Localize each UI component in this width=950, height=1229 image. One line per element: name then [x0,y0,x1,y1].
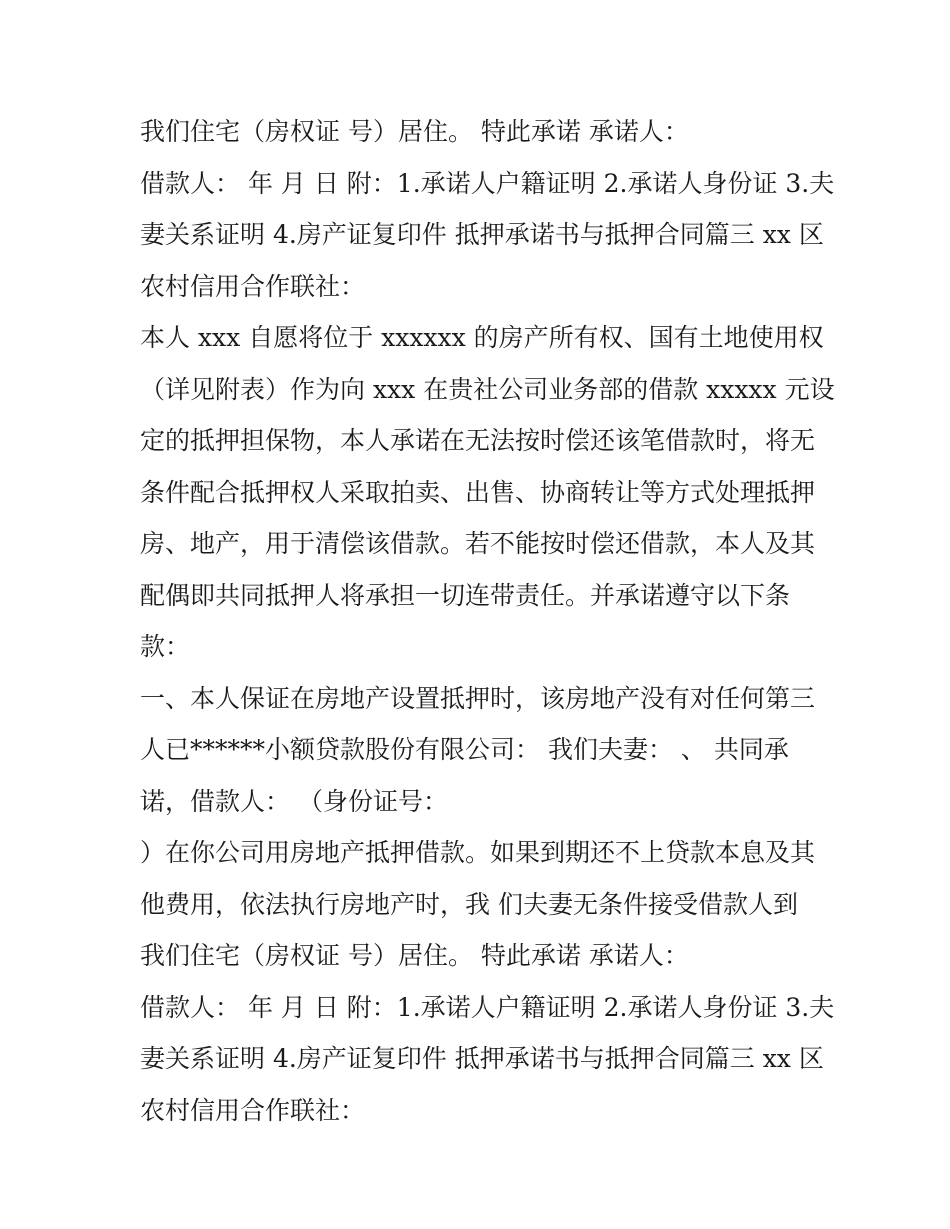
text-line: 我们住宅（房权证 号）居住。 特此承诺 承诺人： [140,117,689,146]
text-line: 款： [140,632,191,661]
text-line: 借款人： 年 月 日 附：1.承诺人户籍证明 2.承诺人身份证 3.夫 [140,992,835,1022]
document-body [140,106,835,1136]
text-line: 定的抵押担保物，本人承诺在无法按时偿还该笔借款时，将无 [140,426,816,455]
text-line: 条件配合抵押权人采取拍卖、出售、协商转让等方式处理抵押 [140,477,816,507]
text-line: ）在你公司用房地产抵押借款。如果到期还不上贷款本息及其 [140,838,816,867]
text-line: 借款人： 年 月 日 附：1.承诺人户籍证明 2.承诺人身份证 3.夫 [140,168,835,198]
text-line: 农村信用合作联社： [140,271,366,301]
text-line: 诺，借款人： （身份证号： [140,786,448,816]
text-line: 配偶即共同抵押人将承担一切连带责任。并承诺遵守以下条 [140,580,791,610]
text-line: 房、地产，用于清偿该借款。若不能按时偿还借款，本人及其 [140,529,816,558]
text-line: （详见附表）作为向 xxx 在贵社公司业务部的借款 xxxxx 元设 [140,374,835,404]
text-line: 我们住宅（房权证 号）居住。 特此承诺 承诺人： [140,941,689,970]
text-line: 他费用，依法执行房地产时，我 们夫妻无条件接受借款人到 [140,889,798,919]
text-line: 一、本人保证在房地产设置抵押时，该房地产没有对任何第三 [140,683,816,713]
text-line: 人已******小额贷款股份有限公司： 我们夫妻： 、 共同承 [140,735,789,764]
text-line: 妻关系证明 4.房产证复印件 抵押承诺书与抵押合同篇三 xx 区 [140,1044,824,1073]
text-line: 妻关系证明 4.房产证复印件 抵押承诺书与抵押合同篇三 xx 区 [140,220,824,249]
text-line: 农村信用合作联社： [140,1095,366,1125]
text-line: 本人 xxx 自愿将位于 xxxxxx 的房产所有权、国有土地使用权 [140,323,824,352]
